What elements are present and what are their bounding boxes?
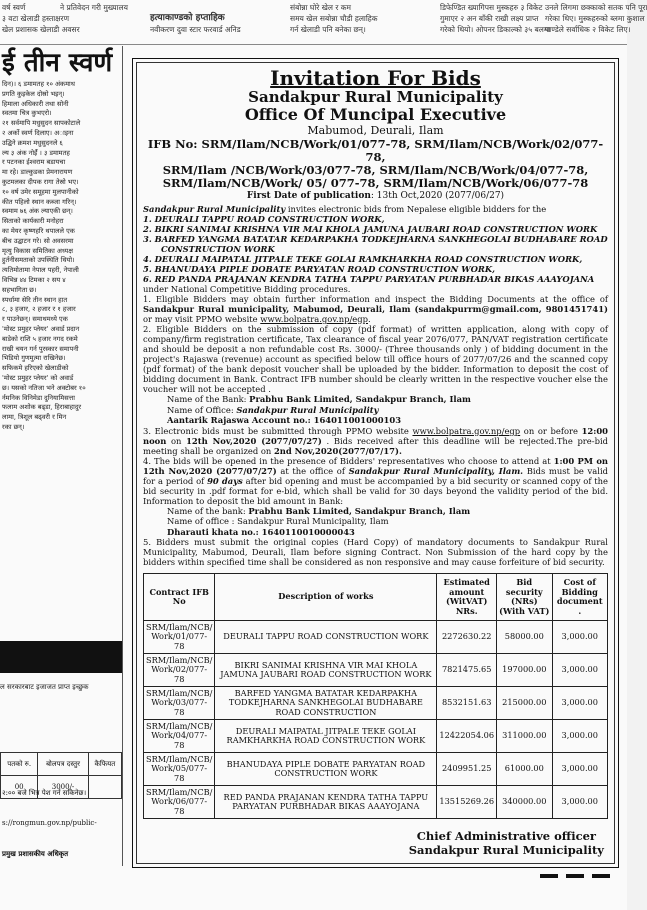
security-cell: 61000.00 xyxy=(497,753,552,786)
intro-text xyxy=(143,204,608,214)
description-cell: BHANUDAYA PIPLE DOBATE PARYATAN ROAD CONSTRUCTION WORK xyxy=(215,753,437,786)
bank-name: Prabhu Bank Limited, Sandakpur Branch, Ilam xyxy=(249,394,471,404)
clause-3 xyxy=(143,426,608,456)
left-column-line: उद्घिने क्रमश मधुसुदनले ६ xyxy=(2,138,63,147)
description-cell: RED PANDA PRAJANAN KENDRA TATHA TAPPU PARYATAN PURBHADAR BIKAS AAAYOJANA xyxy=(215,786,437,819)
left-notice-text: ल सरकारबाट इजाजत प्राप्त इच्छुक xyxy=(0,683,89,691)
left-column-line: प्रगति कुइकेल दोस्रो भइन्। xyxy=(2,89,65,98)
account-number: Dharauti khata no.: 1640110010000043 xyxy=(167,526,355,537)
project-item: 1. DEURALI TAPPU ROAD CONSTRUCTION WORK, xyxy=(143,214,385,224)
left-column-line: २ अर्को स्वर्ण दिलाए। अाइना xyxy=(2,128,74,137)
left-column-line: कुटमलका दीपक रागा तेस्रो भए। xyxy=(2,177,79,186)
ifb-line: IFB No: SRM/Ilam/NCB/Work/01/077-78, SRM/Ilam/NCB/Work/02/077-78, xyxy=(147,137,604,164)
cost-cell: 3,000.00 xyxy=(552,687,608,720)
clause-4-account xyxy=(143,527,608,538)
left-column-line: राखी चयन गर्न पुरस्कार समापनी xyxy=(2,344,79,353)
project-item: 3. BARFED YANGMA BATATAR KEDARPAKHA TODKEJHARNA SANKHEGOLAI BUDHABARE ROAD xyxy=(143,234,608,244)
ifb-line: SRM/Ilam /NCB/Work/03/077-78, SRM/Ilam/NCB/Work/04/077-78, xyxy=(162,163,589,177)
left-table-header: बोलपत्र दस्तुर xyxy=(38,753,88,776)
left-column-line: १० वर्ष उमेर समूहमा मुलपानीको xyxy=(2,187,79,196)
top-fragment: वर्ष स्वर्ण xyxy=(2,3,26,12)
left-column-line: रका छन्। xyxy=(2,422,25,431)
publication-date xyxy=(143,190,608,202)
account-number: Aantarik Rajaswa Account no.: 164011001000103 xyxy=(167,415,402,425)
office-label: Name of Office: xyxy=(167,404,237,415)
office-address: Mabumod, Deurali, Ilam xyxy=(307,124,444,137)
clause-3-text: 3. Electronic bids must be submitted through PPMO website xyxy=(143,425,413,436)
top-fragment: खेल प्रशासक खेलाडी अवसर xyxy=(2,25,80,34)
security-cell: 215000.00 xyxy=(497,687,552,720)
intro-municipality: Sandakpur Rural Municipality xyxy=(143,204,286,214)
left-column-line: हुर्तनीसमताको उपस्थिति थियो। xyxy=(2,256,75,265)
top-fragment: गरेको थियो। ओपनर डिकाल्को ३५ बलमा xyxy=(440,25,551,34)
registration-mark xyxy=(566,874,584,878)
column-header: Cost of Bidding document . xyxy=(552,574,608,621)
projects-tail: under National Competitive Bidding procedures. xyxy=(143,284,351,294)
ifb-cell: SRM/Ilam/NCB/ Work/05/077-78 xyxy=(144,753,215,786)
description-cell: BIKRI SANIMAI KRISHNA VIR MAI KHOLA JAMUNA JAUBARI ROAD CONSTRUCTION WORK xyxy=(215,654,437,687)
bid-notice-inner xyxy=(136,62,615,864)
project-item: 4. DEURALI MAIPATAL JITPALE TEKE GOLAI RAMKHARKHA ROAD CONSTRUCTION WORK, xyxy=(143,254,583,264)
publication-value: : 13th Oct,2020 (2077/06/27) xyxy=(370,191,505,201)
project-item: 5. BHANUDAYA PIPLE DOBATE PARYATAN ROAD CONSTRUCTION WORK, xyxy=(143,264,496,274)
left-column-line: सफिकमे हरिएको खेलाडीको xyxy=(2,364,69,373)
left-column-line: दिन)। ६ डमामतह १० अंकमाथ xyxy=(2,80,75,88)
column-header: Estimated amount (WitVAT) NRs. xyxy=(437,574,497,621)
security-cell: 197000.00 xyxy=(497,654,552,687)
left-column-line: विभिन्न ४४ टिमका २ सय ४ xyxy=(2,275,66,284)
registration-mark xyxy=(592,874,610,878)
municipality-name: Sandakpur Rural Municipality xyxy=(248,88,503,106)
left-column-line: स्वमाम ७६ अंक ल्याएकी छन्। xyxy=(2,207,73,216)
left-table-header: कैफियत xyxy=(88,753,121,776)
left-column-line: भिडियो गुणमुत्मा राखिनेछ। xyxy=(2,354,66,363)
left-table-cell xyxy=(88,776,121,799)
column-header: Description of works xyxy=(215,574,437,621)
amount-cell: 7821475.65 xyxy=(437,654,497,687)
description-cell: BARFED YANGMA BATATAR KEDARPAKHA TODKEJHARNA SANKHEGOLAI BUDHABARE ROAD CONSTRUCTION xyxy=(215,687,437,720)
clause-4-bank xyxy=(143,506,608,517)
clause-4-text: 4. The bids will be opened in the presence of Bidders' representatives who choose to attend at xyxy=(143,455,554,466)
clause-3-text: . Bids received after this deadline will be rejected.The pre-bid meeting shall be organized on xyxy=(143,435,608,456)
office-name: Office Of Muncipal Executive xyxy=(244,105,507,124)
security-cell: 58000.00 xyxy=(497,621,552,654)
left-column-line: बीच उद्घाटन गरे। सो अवसरमा xyxy=(2,236,74,245)
top-fragment: पाण्डेले सर्वाधिक २ विकेट लिए। xyxy=(545,25,631,34)
column-header: Contract IFB No xyxy=(144,574,215,621)
clause-1 xyxy=(143,294,608,324)
left-column-line: कीत पहिलो स्थान कब्जा गरिन्। xyxy=(2,197,77,206)
left-column-line: 'मोस्ट प्रमुहर प्लेयर' को अवार्ड xyxy=(2,373,74,382)
left-column-line: त्यतिमोतामा नेपाल पहरी, नेपाली xyxy=(2,266,79,275)
clause-1-text: 1. Eligible Bidders may obtain further information and inspect the Bidding Documents at the office of xyxy=(143,294,608,304)
top-fragment: डिफेण्डित ख्यागिपस मुस्कहरु ३ विकेट xyxy=(440,3,543,12)
clause-5: 5. Bidders must submit the original copies (Hard Copy) of mandatory documents to Sandakpur Rural Municipality, Mabumod, Deurali, Ilam before signing Contract. Non Submission of the hard copy by the bidders within specified time shall be considered as non responsive and may cause forfeiture of bid security. xyxy=(143,537,608,567)
amount-cell: 8532151.63 xyxy=(437,687,497,720)
bid-notice xyxy=(132,58,619,868)
ifb-line: SRM/Ilam/NCB/Work/ 05/ 077-78, SRM/Ilam/NCB/Work/06/077-78 xyxy=(162,176,589,190)
top-fragment: संबोन्ना घोरे खेल र कम xyxy=(290,3,352,12)
signature-org: Sandakpur Rural Municipality xyxy=(408,843,604,857)
top-fragment: गर्न खेलाडी पनि बनेका छन्। xyxy=(290,25,366,34)
left-table-cell: 00 xyxy=(1,776,38,799)
left-column-heading: ई तीन स्वर्ण xyxy=(2,48,113,78)
clause-1-text: or may visit PPMO website xyxy=(143,314,261,324)
opening-place: Sandakpur Rural Municipality, Ilam. xyxy=(348,465,524,476)
top-fragment: उनले लिगमा छक्काको सतक पनि पूरा xyxy=(545,3,647,12)
left-column-line: मृत्यु विकास समितिका अध्यक्ष xyxy=(2,246,73,255)
clause-2-bank xyxy=(143,394,608,405)
left-news-column xyxy=(0,46,123,866)
left-column-line: का मेयर कृष्णहरि थपालले एक xyxy=(2,226,75,235)
amount-cell: 12422054.06 xyxy=(437,720,497,753)
ifb-cell: SRM/Ilam/NCB/ Work/02/077-78 xyxy=(144,654,215,687)
bids-table xyxy=(143,573,608,819)
clause-4-text: Bids must be valid for a period of xyxy=(143,465,608,486)
left-column-line: र्नमनिक विनिमेडा दुनियामिसत्ता xyxy=(2,393,75,402)
description-cell: DEURALI MAIPATAL JITPALE TEKE GOLAI RAMKHARKHA ROAD CONSTRUCTION WORK xyxy=(215,720,437,753)
black-banner xyxy=(0,641,122,673)
left-column-line: बाडेको राशि ५ हजार नगद रकमे xyxy=(2,334,78,343)
amount-cell: 2272630.22 xyxy=(437,621,497,654)
top-article-strip xyxy=(0,0,647,45)
left-column-line: लामा, त्रिशूल बढ्वरी र मिन xyxy=(2,413,67,422)
ifb-cell: SRM/Ilam/NCB/ Work/03/077-78 xyxy=(144,687,215,720)
security-cell: 340000.00 xyxy=(497,786,552,819)
top-fragment: नवीकरण दुवा स्टार फरवार्ड अनिड xyxy=(150,25,241,34)
bank-label: Name of the bank: xyxy=(167,505,249,516)
project-item: CONSTRUCTION WORK xyxy=(161,244,275,254)
bank-name: Prabhu Bank Limited, Sandakpur Branch, Ilam xyxy=(248,505,471,516)
ifb-cell: SRM/Ilam/NCB/ Work/06/077-78 xyxy=(144,786,215,819)
ifb-cell: SRM/Ilam/NCB/ Work/04/077-78 xyxy=(144,720,215,753)
top-fragment: गरेका थिए। मुस्कहरुको ब्लमा कुशाल xyxy=(545,14,645,23)
description-cell: DEURALI TAPPU ROAD CONSTRUCTION WORK xyxy=(215,621,437,654)
left-column-line: स्पर्धामा सेरि तीन स्थान हात xyxy=(2,295,68,304)
table-row xyxy=(144,786,608,819)
left-column-line: ल्य ३ अंक नोईँ । ३ डमामतह xyxy=(2,148,70,157)
signature-block xyxy=(409,829,604,857)
left-column-line: 'मोस्ट प्रमुहर प्लेयर' अवार्ड प्रदान xyxy=(2,324,80,333)
clause-3-text: on xyxy=(166,435,187,446)
left-column-line: २१ सर्वमापि मधुसुदन सापकोटाले xyxy=(2,119,81,128)
ppmo-link[interactable]: www.bolpatra.gov.np/egp xyxy=(412,425,521,436)
deadline-time: 12:00 noon xyxy=(143,425,608,446)
left-column-line: हिमाला अधिकारी तथा सोनी xyxy=(2,99,69,108)
cost-cell: 3,000.00 xyxy=(552,654,608,687)
clause-3-text: on or before xyxy=(520,425,582,436)
left-column-body xyxy=(0,80,122,433)
table-row xyxy=(144,621,608,654)
top-fragment: गुमाएर २ अन बाँकी राखी लक्ष्य प्राप्त xyxy=(440,14,539,23)
table-header-row xyxy=(144,574,608,621)
left-column-line: मा रहे। डाल्कुडका प्रेमनारायण xyxy=(2,168,73,177)
clause-4-office: Name of office : Sandakpur Rural Municipality, Ilam xyxy=(167,516,389,526)
registration-mark xyxy=(540,874,558,878)
clause-2-account xyxy=(143,415,608,426)
signature-title: Chief Administrative officer xyxy=(416,829,596,843)
left-column-line: छ। यसको नतिजा भने अक्टोबर १० xyxy=(2,383,86,392)
column-header: Bid security (NRs) (With VAT) xyxy=(497,574,552,621)
cost-cell: 3,000.00 xyxy=(552,786,608,819)
publication-label: First Date of publication xyxy=(246,191,371,201)
left-column-line: सिताको कार्यकारी मनोहरा xyxy=(2,217,64,226)
table-row xyxy=(144,654,608,687)
office-value: Sandakpur Rural Municipality xyxy=(236,404,379,415)
clause-4-text: after bid opening and must be accompanied by a bid security or scanned copy of the bid security in .pdf format for e-bid, which shall be valid for 30 days beyond the validity period of the bid. Information to deposit the bid amount in Bank: xyxy=(143,475,609,506)
clause-2-office xyxy=(143,405,608,416)
ifb-cell: SRM/Ilam/NCB/ Work/01/077-78 xyxy=(144,621,215,654)
opening-time: 1:00 PM on 12th Nov,2020 (2077/07/27) xyxy=(143,455,608,476)
top-fragment: ३ वटा खेलाडी हस्ताक्षरण xyxy=(2,14,70,23)
left-column-line: फलाम अशोक बढ्डा, हिराबाहादुर xyxy=(2,403,82,412)
ppmo-link[interactable]: www.bolpatra.gov.np/egp xyxy=(260,314,368,324)
left-column-line: र पाउनेछन्। समाथमध्ये एक xyxy=(2,315,68,324)
prebid-date: 2nd Nov,2020(2077/07/17). xyxy=(273,445,402,456)
cost-cell: 3,000.00 xyxy=(552,720,608,753)
top-fragment: ने प्रतिवेदन गरी मुख्यालय xyxy=(60,3,128,12)
left-column-line: सहभागिता छ। xyxy=(2,285,37,294)
cost-cell: 3,000.00 xyxy=(552,753,608,786)
table-row xyxy=(144,720,608,753)
left-foot-link: s://rongmun.gov.np/public- xyxy=(2,819,97,827)
left-foot-sign: प्रमुख प्रशासकीय अधिकृत xyxy=(2,849,69,858)
clause-4 xyxy=(143,456,608,506)
project-item: 2. BIKRI SANIMAI KRISHNA VIR MAI KHOLA JAMUNA JAUBARI ROAD CONSTRUCTION WORK xyxy=(143,224,598,234)
clause-1-contact: Sandakpur Rural municipality, Mabumod, Deurali, Ilam (sandakpurrm@gmail.com, 9801451741) xyxy=(143,304,608,314)
security-cell: 311000.00 xyxy=(497,720,552,753)
amount-cell: 13515269.26 xyxy=(437,786,497,819)
top-fragment: समय खेल सबोन्ना चौडी हलाहिक xyxy=(290,14,378,23)
bank-label: Name of the Bank: xyxy=(167,394,250,404)
cost-cell: 3,000.00 xyxy=(552,621,608,654)
project-item: 6. RED PANDA PRAJANAN KENDRA TATHA TAPPU PARYATAN PURBHADAR BIKAS AAAYOJANA xyxy=(143,274,595,284)
table-row xyxy=(144,753,608,786)
clause-2: 2. Eligible Bidders on the submission of copy (pdf format) of written application, along with copy of company/firm registration certificate, Tax clearance of fiscal year 2076/077, PAN/VAT registration certificate and should be deposit a non refundable cost Rs. 3000/- (Three thousands only ) of bidding document in the project's Rajaswa (revenue) account as specified below till office hours of 2077/07/26 and the scanned copy (pdf format) of the bank deposit voucher shall be uploaded by the bidder. Information to deposit the cost of bidding document in Bank. Contract IFB number should be clearly written in the respective voucher else the voucher will not be accepted . xyxy=(143,324,608,394)
amount-cell: 2409951.25 xyxy=(437,753,497,786)
deadline-date: 12th Nov,2020 (2077/07/27) xyxy=(186,435,322,446)
left-column-line: र पटनका ईश्वराम बडायचा xyxy=(2,158,66,167)
left-column-line: स्वतमा चित्र कुभएरो। xyxy=(2,109,52,118)
table-row xyxy=(144,687,608,720)
validity-period: 90 days xyxy=(207,475,243,486)
clause-4-text: at the office of xyxy=(276,465,349,476)
top-heading: हत्याकाण्डको हप्ताहिक xyxy=(150,13,225,23)
notice-title: Invitation For Bids xyxy=(270,66,481,90)
left-foot-text: २:०० बजे भित्र पेश गर्न सकिनेछ। xyxy=(2,789,87,797)
left-table-header: पतको रु. xyxy=(1,753,38,776)
left-column-line: ८, ३ हजार, २ हजार र १ हजार xyxy=(2,305,76,314)
left-table-cell: 3000/- xyxy=(38,776,88,799)
clause-1-text: . xyxy=(367,314,371,324)
intro-rest: invites electronic bids from Nepalese eligible bidders for the xyxy=(285,204,547,214)
